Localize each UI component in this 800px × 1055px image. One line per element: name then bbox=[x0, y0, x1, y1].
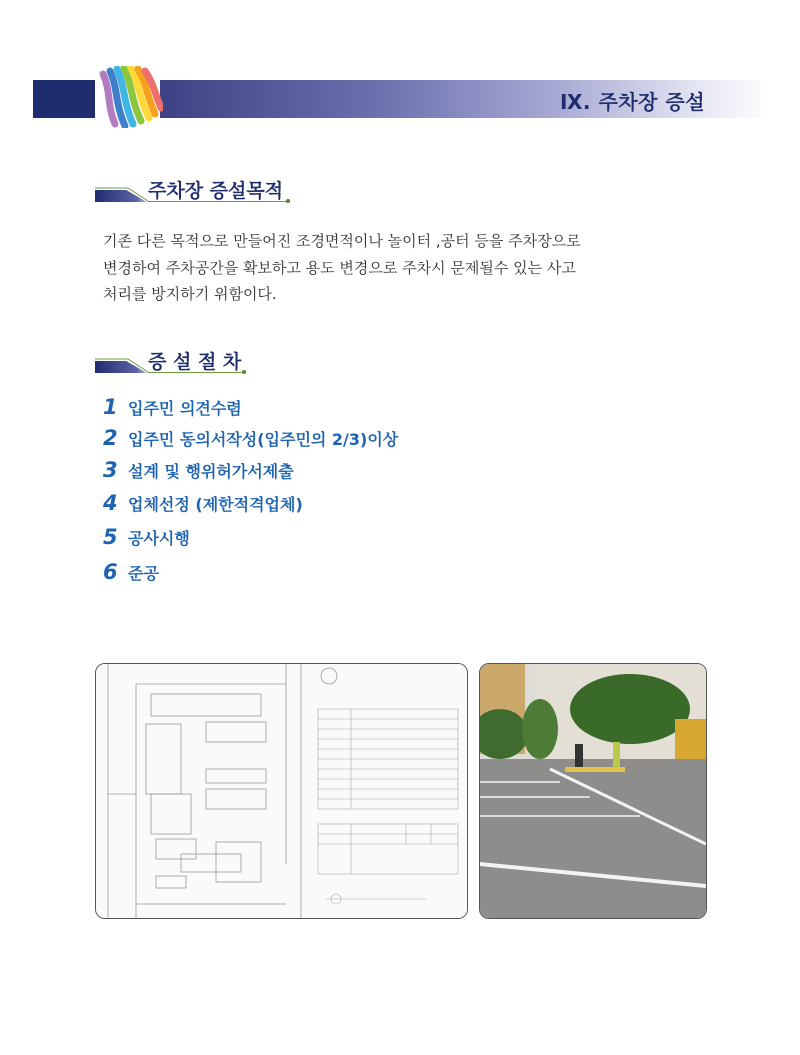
rainbow-logo-icon bbox=[93, 66, 163, 128]
step-item bbox=[103, 489, 303, 517]
paragraph-line: 처리를 방지하기 위함이다. bbox=[103, 285, 277, 303]
parking-lot-photo bbox=[479, 663, 707, 919]
paragraph-line: 변경하여 주차공간을 확보하고 용도 변경으로 주차시 문제될수 있는 사고 bbox=[103, 258, 576, 277]
step-text: 입주민 동의서작성(입주민의 2/3)이상 bbox=[128, 429, 399, 449]
step-text: 입주민 의견수렴 bbox=[128, 398, 242, 418]
section-heading-purpose bbox=[95, 180, 295, 210]
heading-divider bbox=[95, 358, 150, 373]
step-text: 준공 bbox=[128, 563, 159, 583]
step-item bbox=[103, 393, 242, 421]
purpose-paragraph bbox=[103, 228, 643, 308]
step-number: 1 bbox=[103, 395, 118, 419]
step-number: 2 bbox=[103, 426, 118, 450]
site-plan-image bbox=[96, 664, 467, 918]
heading-dot bbox=[242, 370, 246, 374]
heading-dot bbox=[286, 199, 290, 203]
parking-lot-image bbox=[480, 664, 706, 918]
step-item bbox=[103, 456, 294, 484]
step-item bbox=[103, 523, 190, 551]
section-title: 증 설 절 차 bbox=[148, 351, 242, 373]
step-item bbox=[103, 558, 159, 586]
step-number: 4 bbox=[103, 491, 118, 515]
step-text: 설계 및 행위허가서제출 bbox=[128, 461, 294, 481]
step-number: 5 bbox=[103, 525, 118, 549]
section-heading-procedure bbox=[95, 351, 255, 381]
step-number: 3 bbox=[103, 458, 118, 482]
site-plan-drawing bbox=[95, 663, 468, 919]
section-title: 주차장 증설목적 bbox=[148, 180, 284, 202]
step-number: 6 bbox=[103, 560, 118, 584]
step-text: 업체선정 (제한적격업체) bbox=[128, 494, 303, 514]
chapter-title: Ⅸ. 주차장 증설 bbox=[560, 90, 706, 114]
paragraph-line: 기존 다른 목적으로 만들어진 조경면적이나 놀이터 ,공터 등을 주차장으로 bbox=[103, 232, 581, 250]
heading-divider bbox=[95, 187, 150, 202]
step-text: 공사시행 bbox=[128, 528, 190, 548]
header-left-block bbox=[33, 80, 95, 118]
step-item bbox=[103, 424, 398, 452]
